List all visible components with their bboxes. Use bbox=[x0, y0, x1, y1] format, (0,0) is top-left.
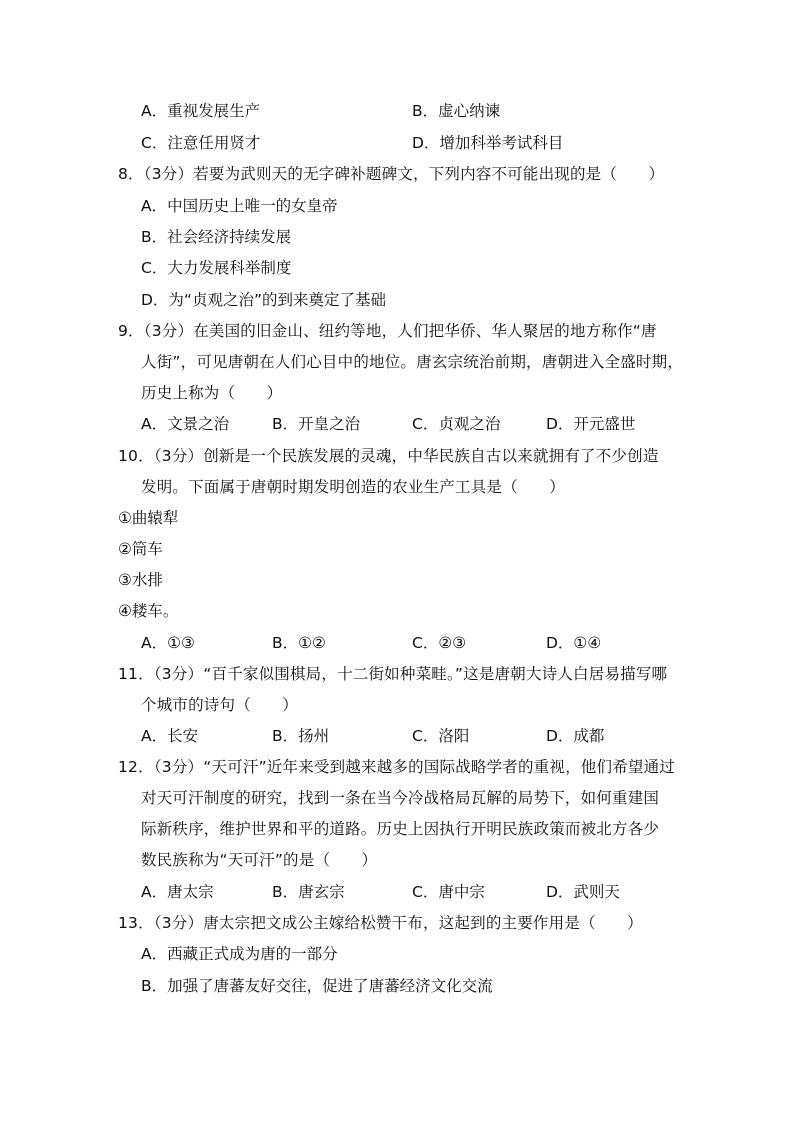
q11-option-d: D．成都 bbox=[546, 727, 605, 745]
q8-option-c: C．大力发展科举制度 bbox=[141, 259, 292, 277]
q11-option-c: C．洛阳 bbox=[412, 727, 470, 745]
q7-option-b: B．虚心纳谏 bbox=[412, 102, 501, 120]
q11-stem-line2: 个城市的诗句（ ） bbox=[141, 696, 299, 714]
q12-stem-line1: 12．（3分）“天可汗”近年来受到越来越多的国际战略学者的重视，他们希望通过 bbox=[118, 758, 675, 776]
q8-option-b: B．社会经济持续发展 bbox=[141, 228, 292, 246]
q9-option-a: A．文景之治 bbox=[141, 415, 230, 433]
q12-option-b: B．唐玄宗 bbox=[272, 883, 345, 901]
q10-item-1: ①曲辕犁 bbox=[118, 509, 179, 527]
q7-option-c: C．注意任用贤才 bbox=[141, 134, 261, 152]
q9-option-b: B．开皇之治 bbox=[272, 415, 361, 433]
q9-option-d: D．开元盛世 bbox=[546, 415, 636, 433]
q8-stem: 8．（3分）若要为武则天的无字碑补题碑文，下列内容不可能出现的是（ ） bbox=[118, 165, 665, 183]
q9-stem-line2: 人街”，可见唐朝在人们心目中的地位。唐玄宗统治前期，唐朝进入全盛时期， bbox=[141, 353, 684, 371]
q13-option-a: A．西藏正式成为唐的一部分 bbox=[141, 945, 338, 963]
q9-option-c: C．贞观之治 bbox=[412, 415, 501, 433]
q11-stem-line1: 11．（3分）“百千家似围棋局，十二街如种菜畦。”这是唐朝大诗人白居易描写哪 bbox=[118, 665, 668, 683]
q10-option-c: C．②③ bbox=[412, 634, 467, 652]
q9-stem-line1: 9．（3分）在美国的旧金山、纽约等地，人们把华侨、华人聚居的地方称作“唐 bbox=[118, 322, 657, 340]
q10-stem-line2: 发明。下面属于唐朝时期发明创造的农业生产工具是（ ） bbox=[141, 478, 565, 496]
q12-stem-line4: 数民族称为“天可汗”的是（ ） bbox=[141, 851, 378, 869]
q12-option-a: A．唐太宗 bbox=[141, 883, 214, 901]
q11-option-a: A．长安 bbox=[141, 727, 199, 745]
q11-option-b: B．扬州 bbox=[272, 727, 330, 745]
q10-option-b: B．①② bbox=[272, 634, 326, 652]
q7-option-d: D．增加科举考试科目 bbox=[412, 134, 564, 152]
q12-stem-line3: 际新秩序，维护世界和平的道路。历史上因执行开明民族政策而被北方各少 bbox=[141, 820, 660, 838]
q13-option-b: B．加强了唐蕃友好交往，促进了唐蕃经济文化交流 bbox=[141, 977, 493, 995]
q12-option-c: C．唐中宗 bbox=[412, 883, 485, 901]
q9-stem-line3: 历史上称为（ ） bbox=[141, 384, 283, 402]
q10-option-d: D．①④ bbox=[546, 634, 602, 652]
q12-option-d: D．武则天 bbox=[546, 883, 620, 901]
q7-option-a: A．重视发展生产 bbox=[141, 102, 261, 120]
q13-stem: 13．（3分）唐太宗把文成公主嫁给松赞干布，这起到的主要作用是（ ） bbox=[118, 914, 643, 932]
q10-stem-line1: 10．（3分）创新是一个民族发展的灵魂，中华民族自古以来就拥有了不少创造 bbox=[118, 447, 659, 465]
q10-item-2: ②筒车 bbox=[118, 540, 163, 558]
q10-item-3: ③水排 bbox=[118, 571, 163, 589]
q8-option-a: A．中国历史上唯一的女皇帝 bbox=[141, 197, 338, 215]
q10-option-a: A．①③ bbox=[141, 634, 195, 652]
q12-stem-line2: 对天可汗制度的研究，找到一条在当今冷战格局瓦解的局势下，如何重建国 bbox=[141, 789, 660, 807]
q10-item-4: ④耧车。 bbox=[118, 602, 179, 620]
q8-option-d: D．为“贞观之治”的到来奠定了基础 bbox=[141, 291, 386, 309]
